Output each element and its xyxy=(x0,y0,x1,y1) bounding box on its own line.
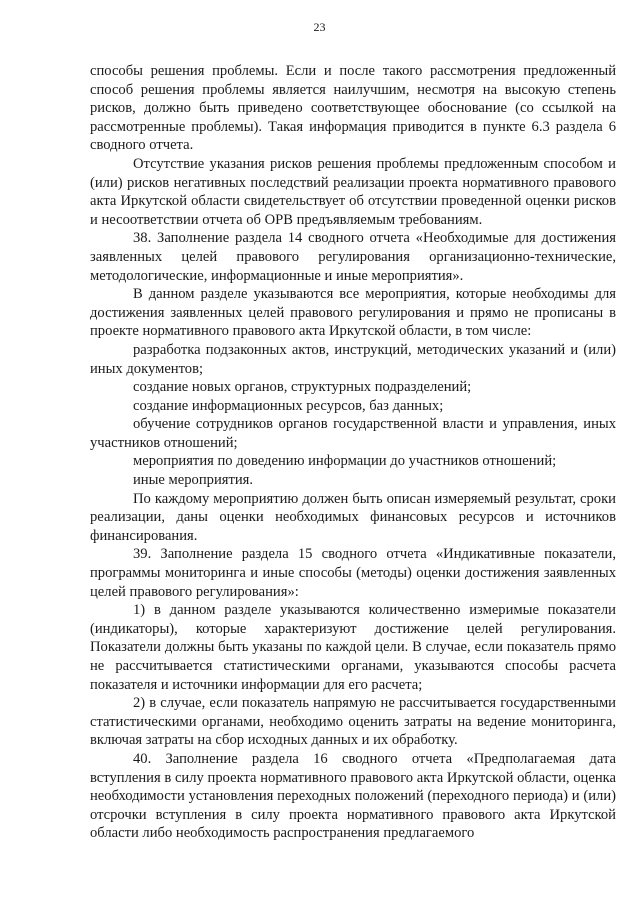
paragraph-continuation: способы решения проблемы. Если и после такого рассмотрения предложенный способ решения проблемы является наилучшим, несмотря на высокую степень рисков, должно быть приведено соответствующее обоснование (со ссылкой на рассмотренные проблемы). Такая информация приводится в пункте 6.3 раздела 6 сводного отчета. xyxy=(90,63,616,154)
paragraph-item-38: 38. Заполнение раздела 14 сводного отчета «Необходимые для достижения заявленных целей правового регулирования организационно-технические, методологические, информационные и иные мероприятия». xyxy=(90,230,616,284)
list-item: обучение сотрудников органов государственной власти и управления, иных участников отношений; xyxy=(90,416,616,451)
page-number: 23 xyxy=(313,20,326,34)
paragraph-measures-result: По каждому мероприятию должен быть описан измеряемый результат, сроки реализации, даны оценки необходимых финансовых ресурсов и источников финансирования. xyxy=(90,490,616,544)
paragraph-item-40: 40. Заполнение раздела 16 сводного отчета «Предполагаемая дата вступления в силу проекта нормативного правового акта Иркутской области, оценка необходимости установления переходных положений (переходного периода) и (или) отсрочки вступления в силу проекта нормативного правового акта Иркутской области либо необходимость распространения предлагаемого xyxy=(90,750,616,842)
document-body xyxy=(90,62,616,843)
list-item: создание новых органов, структурных подразделений; xyxy=(133,379,472,396)
paragraph-measures-intro: В данном разделе указываются все мероприятия, которые необходимы для достижения заявленных целей правового регулирования и прямо не прописаны в проекте нормативного правового акта Иркутской области, в том числе: xyxy=(90,286,616,340)
paragraph-subitem-2: 2) в случае, если показатель напрямую не рассчитывается государственными статистическими органами, необходимо оценить затраты на ведение мониторинга, включая затраты на сбор исходных данных и их обработку. xyxy=(90,695,616,749)
list-item: разработка подзаконных актов, инструкций, методических указаний и (или) иных документов; xyxy=(90,341,616,377)
list-item: создание информационных ресурсов, баз данных; xyxy=(133,397,444,414)
paragraph-risks: Отсутствие указания рисков решения проблемы предложенным способом и (или) рисков негативных последствий реализации проекта нормативного правового акта Иркутской области свидетельствует об отсутствии проведенной оценки рисков и несоответствии отчета об ОРВ предъявляемым требованиям. xyxy=(90,155,616,228)
paragraph-subitem-1: 1) в данном разделе указываются количественно измеримые показатели (индикаторы), которые характеризуют достижение целей регулирования. Показатели должны быть указаны по каждой цели. В случае, если показатель прямо не рассчитывается статистическими органами, указываются способы расчета показателя и источники информации для его расчета; xyxy=(90,602,616,693)
paragraph-item-39: 39. Заполнение раздела 15 сводного отчета «Индикативные показатели, программы мониторинга и иные способы (методы) оценки достижения заявленных целей правового регулирования»: xyxy=(90,546,616,600)
list-item: иные мероприятия. xyxy=(133,472,254,489)
list-item: мероприятия по доведению информации до участников отношений; xyxy=(133,453,557,470)
